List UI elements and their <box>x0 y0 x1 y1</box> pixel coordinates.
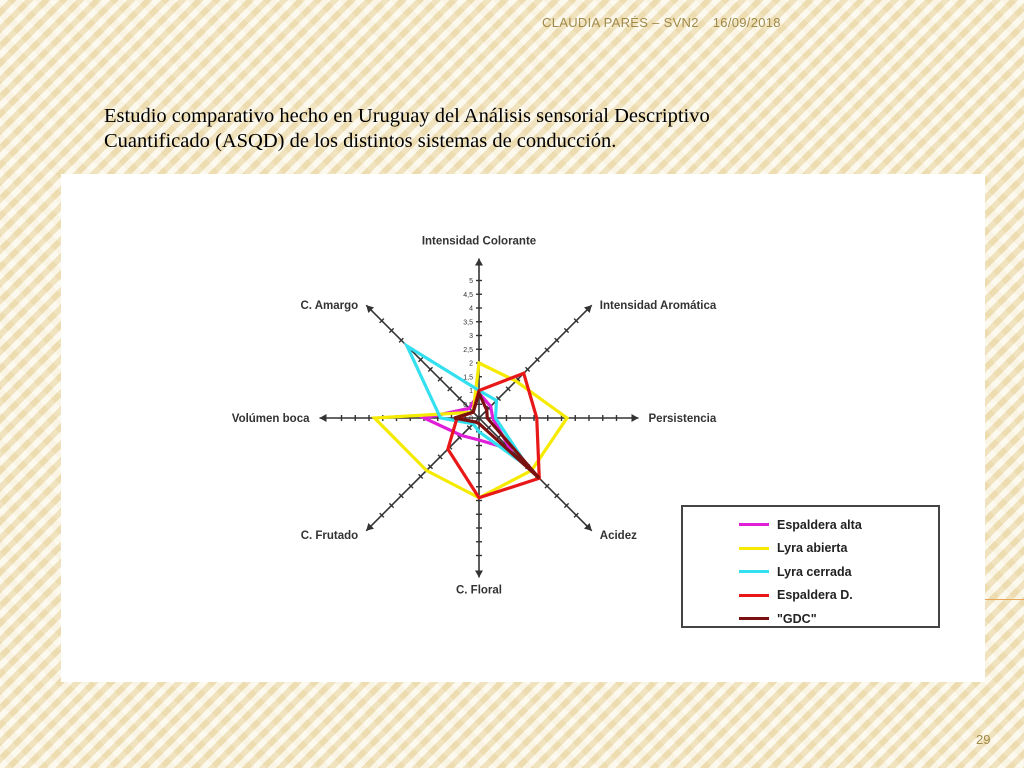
slide-header <box>542 15 781 30</box>
tick-label: 5 <box>469 278 473 285</box>
legend-swatch <box>739 617 769 620</box>
chart-panel <box>61 174 985 682</box>
axis-label: Intensidad Aromática <box>599 300 717 313</box>
tick-label: 4,5 <box>463 291 473 299</box>
legend-swatch <box>739 570 769 573</box>
legend-label: Lyra cerrada <box>777 564 852 579</box>
page-number: 29 <box>976 732 991 747</box>
accent-line <box>985 599 1024 600</box>
legend-label: Lyra abierta <box>777 541 848 556</box>
axis-arrowhead <box>475 571 483 578</box>
tick-label: 2,5 <box>463 346 473 354</box>
tick-label: 3 <box>469 333 473 340</box>
tick-label: 4 <box>469 305 473 313</box>
axis-label: C. Frutado <box>300 529 359 542</box>
legend-label: "GDC" <box>777 611 817 626</box>
legend-swatch <box>739 547 769 550</box>
axis-arrowhead <box>475 259 483 266</box>
title-line-2: Cuantificado (ASQD) de los distintos sistemas de conducción. <box>104 130 617 152</box>
axis-arrowhead <box>632 414 639 422</box>
slide-title <box>104 104 904 154</box>
axis-label: Acidez <box>599 529 637 542</box>
header-date: 16/09/2018 <box>712 15 781 30</box>
legend-item <box>683 513 938 537</box>
chart-legend <box>681 505 940 628</box>
header-author: CLAUDIA PARÉS – SVN2 <box>542 15 699 30</box>
axis-line <box>366 305 479 418</box>
tick-label: 1 <box>469 388 473 395</box>
legend-item <box>683 537 938 561</box>
legend-item <box>683 607 938 631</box>
axis-arrowhead <box>320 414 327 422</box>
axis-label: C. Floral <box>455 584 503 597</box>
tick-label: 0 <box>469 415 473 423</box>
legend-item <box>683 560 938 584</box>
legend-label: Espaldera D. <box>777 588 853 603</box>
tick-label: 1,5 <box>463 374 473 382</box>
axis-label: Persistencia <box>648 413 717 425</box>
tick-label: 0,5 <box>463 401 473 409</box>
tick-label: 3,5 <box>463 319 473 327</box>
axis-label: Volúmen boca <box>231 413 310 425</box>
legend-label: Espaldera alta <box>777 517 862 532</box>
axis-label: Intensidad Colorante <box>421 235 537 248</box>
tick-label: 2 <box>469 360 473 368</box>
title-line-1: Estudio comparativo hecho en Uruguay del Análisis sensorial Descriptivo <box>104 105 710 127</box>
axis-label: C. Amargo <box>300 300 359 313</box>
legend-swatch <box>739 523 769 526</box>
legend-swatch <box>739 594 769 597</box>
legend-item <box>683 584 938 608</box>
